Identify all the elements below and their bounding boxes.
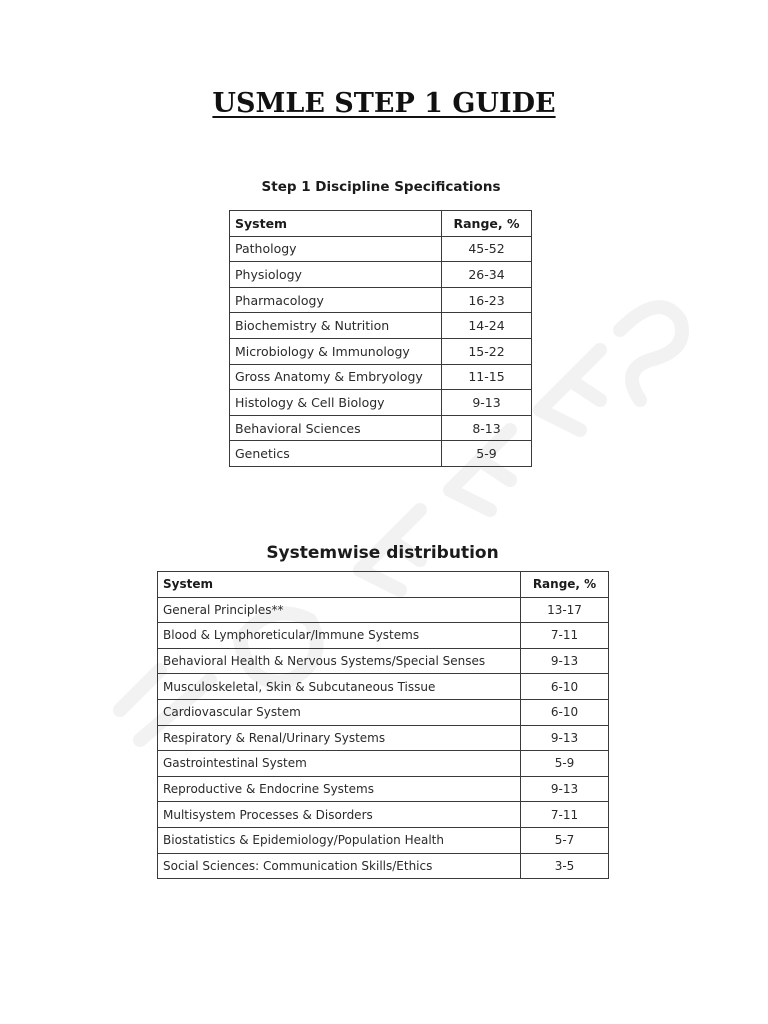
range-cell: 9-13 xyxy=(521,648,609,674)
system-cell: Gastrointestinal System xyxy=(158,751,521,777)
system-cell: Cardiovascular System xyxy=(158,699,521,725)
system-cell: Blood & Lymphoreticular/Immune Systems xyxy=(158,623,521,649)
system-cell: Behavioral Sciences xyxy=(230,415,442,441)
table-row xyxy=(158,853,609,879)
range-cell: 14-24 xyxy=(442,313,532,339)
system-cell: Pharmacology xyxy=(230,287,442,313)
range-cell: 6-10 xyxy=(521,699,609,725)
range-cell: 5-9 xyxy=(442,441,532,467)
range-cell: 16-23 xyxy=(442,287,532,313)
range-cell: 6-10 xyxy=(521,674,609,700)
table-row xyxy=(230,338,532,364)
systemwise-table-caption: Systemwise distribution xyxy=(266,543,499,563)
systemwise-distribution-table xyxy=(157,571,609,879)
table-row xyxy=(230,441,532,467)
table-row xyxy=(230,262,532,288)
range-cell: 26-34 xyxy=(442,262,532,288)
column-header-system: System xyxy=(158,572,521,598)
system-cell: Gross Anatomy & Embryology xyxy=(230,364,442,390)
system-cell: Biostatistics & Epidemiology/Population Health xyxy=(158,827,521,853)
range-cell: 3-5 xyxy=(521,853,609,879)
range-cell: 9-13 xyxy=(521,725,609,751)
system-cell: Pathology xyxy=(230,236,442,262)
system-cell: Reproductive & Endocrine Systems xyxy=(158,776,521,802)
table-row xyxy=(230,364,532,390)
system-cell: General Principles** xyxy=(158,597,521,623)
page-title: USMLE STEP 1 GUIDE xyxy=(212,88,556,119)
system-cell: Behavioral Health & Nervous Systems/Special Senses xyxy=(158,648,521,674)
table-row xyxy=(158,699,609,725)
system-cell: Physiology xyxy=(230,262,442,288)
table-row xyxy=(230,313,532,339)
column-header-range: Range, % xyxy=(442,211,532,237)
table-row xyxy=(158,623,609,649)
discipline-table-caption: Step 1 Discipline Specifications xyxy=(261,179,501,195)
system-cell: Multisystem Processes & Disorders xyxy=(158,802,521,828)
table-row xyxy=(230,390,532,416)
table-row xyxy=(230,236,532,262)
range-cell: 13-17 xyxy=(521,597,609,623)
table-row xyxy=(230,415,532,441)
system-cell: Musculoskeletal, Skin & Subcutaneous Tissue xyxy=(158,674,521,700)
table-row xyxy=(158,827,609,853)
column-header-range: Range, % xyxy=(521,572,609,598)
system-cell: Biochemistry & Nutrition xyxy=(230,313,442,339)
system-cell: Microbiology & Immunology xyxy=(230,338,442,364)
table-row xyxy=(158,648,609,674)
range-cell: 9-13 xyxy=(521,776,609,802)
discipline-specifications-table xyxy=(229,210,532,467)
table-row xyxy=(158,725,609,751)
table-row xyxy=(158,597,609,623)
system-cell: Histology & Cell Biology xyxy=(230,390,442,416)
range-cell: 8-13 xyxy=(442,415,532,441)
table-header-row xyxy=(230,211,532,237)
system-cell: Social Sciences: Communication Skills/Ethics xyxy=(158,853,521,879)
range-cell: 7-11 xyxy=(521,623,609,649)
range-cell: 5-7 xyxy=(521,827,609,853)
range-cell: 11-15 xyxy=(442,364,532,390)
range-cell: 45-52 xyxy=(442,236,532,262)
range-cell: 9-13 xyxy=(442,390,532,416)
table-row xyxy=(158,802,609,828)
table-row xyxy=(158,674,609,700)
range-cell: 5-9 xyxy=(521,751,609,777)
range-cell: 15-22 xyxy=(442,338,532,364)
column-header-system: System xyxy=(230,211,442,237)
table-header-row xyxy=(158,572,609,598)
table-row xyxy=(230,287,532,313)
range-cell: 7-11 xyxy=(521,802,609,828)
system-cell: Respiratory & Renal/Urinary Systems xyxy=(158,725,521,751)
system-cell: Genetics xyxy=(230,441,442,467)
table-row xyxy=(158,751,609,777)
table-row xyxy=(158,776,609,802)
